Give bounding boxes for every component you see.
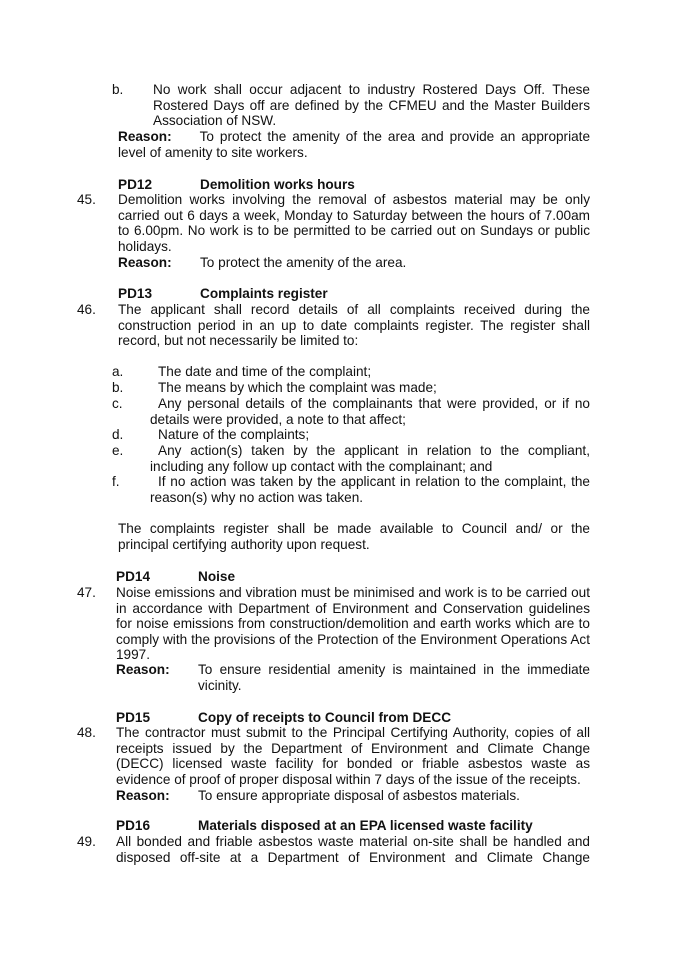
reason-block-1 bbox=[118, 129, 590, 160]
list-item-text: The means by which the complaint was made; bbox=[158, 380, 437, 395]
pd12-reason-text: To protect the amenity of the area. bbox=[200, 255, 407, 270]
list-item-label: d. bbox=[112, 427, 124, 442]
pd13-code: PD13 bbox=[118, 286, 153, 301]
pd15-number: 48. bbox=[77, 725, 96, 740]
pd16-body: All bonded and friable asbestos waste material on-site shall be handled and disposed off-site at a Department of Environment and Climate Change bbox=[116, 834, 590, 865]
pd13-title: Complaints register bbox=[200, 286, 328, 301]
pd12-number: 45. bbox=[77, 192, 96, 207]
list-item-label: a. bbox=[112, 364, 124, 379]
list-item-label: c. bbox=[112, 396, 123, 411]
pd16-number: 49. bbox=[77, 834, 96, 849]
pd14-body: Noise emissions and vibration must be minimised and work is to be carried out in accordance with Department of Environment and Conservation guidelines for noise emissions from construction/demolition and earth works which are to comply with the provisions of the Protection of the Environment Operations Act 1997. bbox=[116, 585, 590, 663]
pd15-body: The contractor must submit to the Principal Certifying Authority, copies of all receipts issued by the Department of Environment and Climate Change (DECC) licensed waste facility for bonded or friable asbestos waste as evidence of proof of proper disposal within 7 days of the issue of the receipts. bbox=[116, 725, 590, 787]
item-b-label: b. bbox=[112, 82, 124, 97]
pd13-number: 46. bbox=[77, 302, 96, 317]
reason-label: Reason: bbox=[118, 129, 172, 144]
pd16-code: PD16 bbox=[116, 818, 151, 833]
item-b-text: No work shall occur adjacent to industry Rostered Days Off. These Rostered Days off are defined by the CFMEU and the Master Builders Association of NSW. bbox=[153, 82, 590, 129]
pd14-number: 47. bbox=[77, 585, 96, 600]
pd12-body: Demolition works involving the removal of asbestos material may be only carried out 6 days a week, Monday to Saturday between the hours of 7.00am to 6.00pm. No work is to be permitted to be carried out on Sundays or public holidays. bbox=[118, 192, 590, 254]
list-item-label: b. bbox=[112, 380, 124, 395]
pd14-reason-label: Reason: bbox=[116, 662, 170, 677]
list-item-label: e. bbox=[112, 443, 124, 458]
list-item-text: The date and time of the complaint; bbox=[158, 364, 372, 379]
list-item-text: Any personal details of the complainants that were provided, or if no details were provided, a note to that affect; bbox=[150, 396, 590, 427]
pd15-reason-text: To ensure appropriate disposal of asbestos materials. bbox=[198, 788, 520, 803]
pd16-title: Materials disposed at an EPA licensed waste facility bbox=[198, 818, 533, 833]
pd13-body: The applicant shall record details of all complaints received during the construction period in an up to date complaints register. The register shall record, but not necessarily be limited to: bbox=[118, 302, 590, 349]
pd15-code: PD15 bbox=[116, 710, 151, 725]
pd15-title: Copy of receipts to Council from DECC bbox=[198, 710, 452, 725]
pd12-reason-label: Reason: bbox=[118, 255, 172, 270]
list-item-label: f. bbox=[112, 474, 120, 489]
pd15-reason-label: Reason: bbox=[116, 788, 170, 803]
list-item-text: If no action was taken by the applicant in relation to the complaint, the reason(s) why no action was taken. bbox=[150, 474, 590, 505]
pd14-title: Noise bbox=[198, 569, 236, 584]
pd14-reason-text: To ensure residential amenity is maintained in the immediate vicinity. bbox=[198, 662, 590, 693]
pd12-title: Demolition works hours bbox=[200, 177, 355, 192]
list-item-text: Any action(s) taken by the applicant in relation to the compliant, including any follow up contact with the complainant; and bbox=[150, 443, 590, 474]
reason-text: To protect the amenity of the area and provide an appropriate level of amenity to site workers. bbox=[118, 129, 591, 160]
pd14-code: PD14 bbox=[116, 569, 151, 584]
pd13-closing: The complaints register shall be made available to Council and/ or the principal certifying authority upon request. bbox=[118, 521, 590, 552]
list-item-text: Nature of the complaints; bbox=[158, 427, 310, 442]
pd12-code: PD12 bbox=[118, 177, 153, 192]
